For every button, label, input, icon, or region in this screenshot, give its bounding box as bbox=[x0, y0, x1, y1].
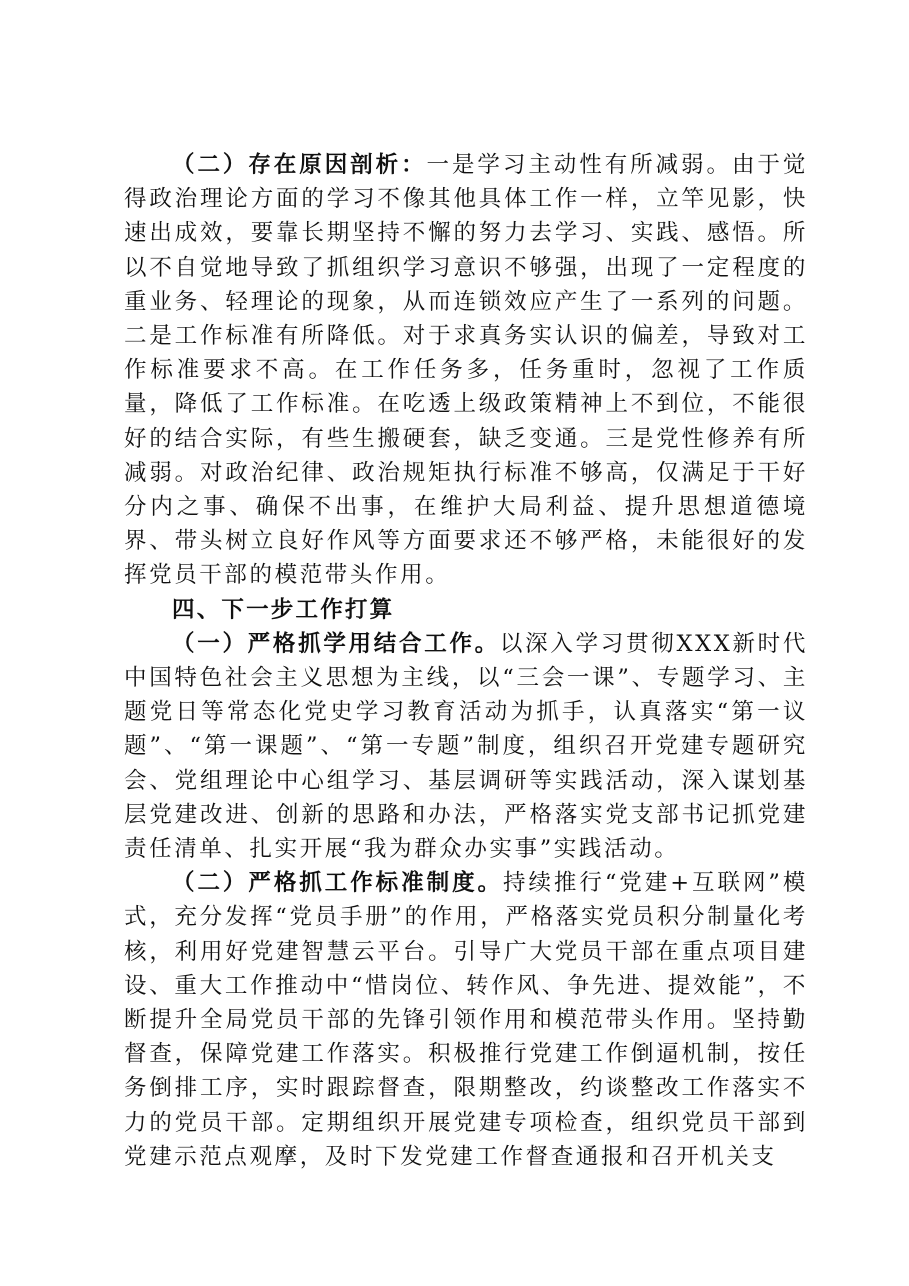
paragraph-text: 持续推行“党建+互联网”模式，充分发挥“党员手册”的作用，严格落实党员积分制量化考核，利用好党建智慧云平台。引导广大党员干部在重点项目建设、重大工作推动中“惜岗位、转作风、争先进、提效能”，不断提升全局党员干部的先锋引领作用和模范带头作用。坚持勤督查，保障党建工作落实。积极推行党建工作倒逼机制，按任务倒排工序，实时跟踪督查，限期整改，约谈整改工作落实不力的党员干部。定期组织开展党建专项检查，组织党员干部到党建示范点观摩，及时下发党建工作督查通报和召开机关支 bbox=[124, 870, 808, 1170]
paragraph-cause-analysis bbox=[124, 148, 808, 593]
paragraph-text: 一是学习主动性有所减弱。由于觉得政治理论方面的学习不像其他具体工作一样，立竿见影，快速出成效，要靠长期坚持不懈的努力去学习、实践、感悟。所以不自觉地导致了抓组织学习意识不够强，出现了一定程度的重业务、轻理论的现象，从而连锁效应产生了一系列的问题。二是工作标准有所降低。对于求真务实认识的偏差，导致对工作标准要求不高。在工作任务多，任务重时，忽视了工作质量，降低了工作标准。在吃透上级政策精神上不到位，不能很好的结合实际，有些生搬硬套，缺乏变通。三是党性修养有所减弱。对政治纪律、政治规矩执行标准不够高，仅满足于干好分内之事、确保不出事，在维护大局利益、提升思想道德境界、带头树立良好作风等方面要求还不够严格，未能很好的发挥党员干部的模范带头作用。 bbox=[124, 152, 808, 589]
paragraph-lead: （二）存在原因剖析： bbox=[172, 152, 427, 178]
paragraph-lead: （一）严格抓学用结合工作。 bbox=[172, 630, 500, 657]
paragraph-lead: （二）严格抓工作标准制度。 bbox=[172, 870, 503, 897]
paragraph-text: 以深入学习贯彻XXX新时代中国特色社会主义思想为主线，以“三会一课”、专题学习、主题党日等常态化党史学习教育活动为抓手，认真落实“第一议题”、“第一课题”、“第一专题”制度，组织召开党建专题研究会、党组理论中心组学习、基层调研等实践活动，深入谋划基层党建改进、创新的思路和办法，严格落实党支部书记抓党建责任清单、扎实开展“我为群众办实事”实践活动。 bbox=[124, 630, 808, 863]
paragraph-study-application bbox=[124, 627, 808, 866]
section-heading-next-steps: 四、下一步工作打算 bbox=[172, 596, 395, 623]
paragraph-work-standards bbox=[124, 866, 808, 1174]
document-body bbox=[124, 148, 808, 1174]
